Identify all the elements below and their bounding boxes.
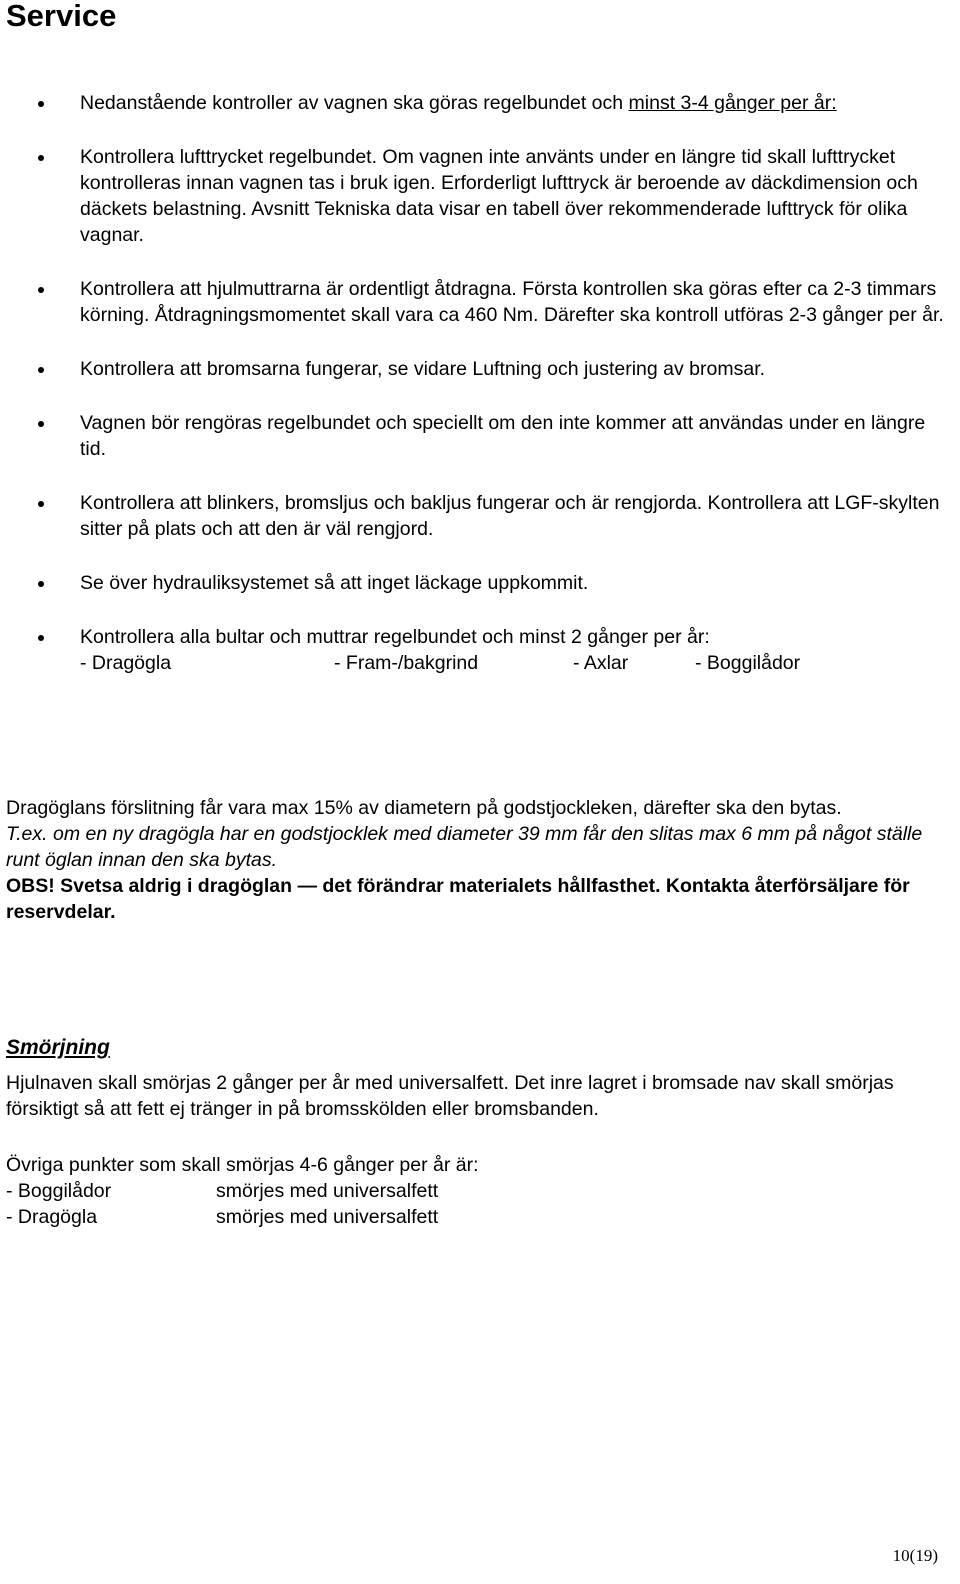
table-row xyxy=(6,1178,946,1204)
lubrication-part: - Boggilådor xyxy=(6,1180,112,1202)
bolt-check-items xyxy=(80,650,956,676)
service-checklist xyxy=(0,90,960,676)
table-row xyxy=(6,1204,946,1230)
lubrication-action: smörjes med universalfett xyxy=(216,1206,439,1228)
lubrication-part: - Dragögla xyxy=(6,1206,98,1228)
page-number: 10(19) xyxy=(892,1546,938,1565)
list-item xyxy=(0,276,960,328)
bullet-text: Vagnen bör rengöras regelbundet och speciellt om den inte kommer att användas under en längre tid. xyxy=(80,412,926,460)
item-axlar: - Axlar xyxy=(573,652,629,674)
page-title: Service xyxy=(6,0,117,33)
lubrication-action: smörjes med universalfett xyxy=(216,1180,439,1202)
bullet-text: Kontrollera alla bultar och muttrar regelbundet och minst 2 gånger per år: xyxy=(80,626,710,648)
bullet-text: Kontrollera att bromsarna fungerar, se vidare Luftning och justering av bromsar. xyxy=(80,358,766,380)
bullet-text: Se över hydrauliksystemet så att inget läckage uppkommit. xyxy=(80,572,589,594)
smorjning-paragraph: Hjulnaven skall smörjas 2 gånger per år med universalfett. Det inre lagret i bromsade nav skall smörjas försiktigt så att fett ej tränger in på bromsskölden eller bromsbanden. xyxy=(6,1072,894,1120)
obs-warning xyxy=(6,873,946,925)
list-item xyxy=(0,90,960,116)
list-item xyxy=(0,570,960,596)
list-item xyxy=(0,144,960,248)
obs-text: Svetsa aldrig i dragöglan — det förändrar materialets hållfasthet. Kontakta återförsäljare för reservdelar. xyxy=(6,875,910,923)
bullet-text: Kontrollera att blinkers, bromsljus och bakljus fungerar och är rengjorda. Kontrollera att LGF-skylten sitter på plats och att den är väl rengjord. xyxy=(80,492,940,540)
item-fram-bakgrind: - Fram-/bakgrind xyxy=(334,652,479,674)
section-title-smorjning: Smörjning xyxy=(6,1036,110,1059)
smorjning-body xyxy=(6,1070,946,1122)
item-dragogla: - Dragögla xyxy=(80,652,172,674)
item-boggilador: - Boggilådor xyxy=(695,652,801,674)
lubrication-points xyxy=(6,1152,946,1230)
bullet-text: Kontrollera att hjulmuttrarna är ordentligt åtdragna. Första kontrollen ska göras efter ca 2-3 timmars körning. Åtdragningsmomentet skall vara ca 460 Nm. Därefter ska kontroll utföras 2-3 gånger per år. xyxy=(80,278,944,326)
wear-example: T.ex. om en ny dragögla har en godstjocklek med diameter 39 mm får den slitas max 6 mm på något ställe runt öglan innan den ska bytas. xyxy=(6,823,923,871)
list-item xyxy=(0,410,960,462)
obs-label: OBS! xyxy=(6,875,55,897)
lubrication-intro: Övriga punkter som skall smörjas 4-6 gånger per år är: xyxy=(6,1154,479,1176)
bullet-text: Kontrollera lufttrycket regelbundet. Om vagnen inte använts under en längre tid skall lufttrycket kontrolleras innan vagnen tas i bruk igen. Erforderligt lufttryck är beroende av däckdimension och däckets belastning. Avsnitt Tekniska data visar en tabell över rekommenderade lufttryck för olika vagnar. xyxy=(80,146,918,246)
list-item xyxy=(0,356,960,382)
list-item xyxy=(0,624,960,676)
bullet-underlined-text: minst 3-4 gånger per år: xyxy=(628,92,837,114)
bullet-text: Nedanstående kontroller av vagnen ska göras regelbundet och xyxy=(80,92,629,114)
wear-section xyxy=(6,795,946,925)
list-item xyxy=(0,490,960,542)
wear-paragraph: Dragöglans förslitning får vara max 15% av diametern på godstjockleken, därefter ska den bytas. xyxy=(6,797,842,819)
